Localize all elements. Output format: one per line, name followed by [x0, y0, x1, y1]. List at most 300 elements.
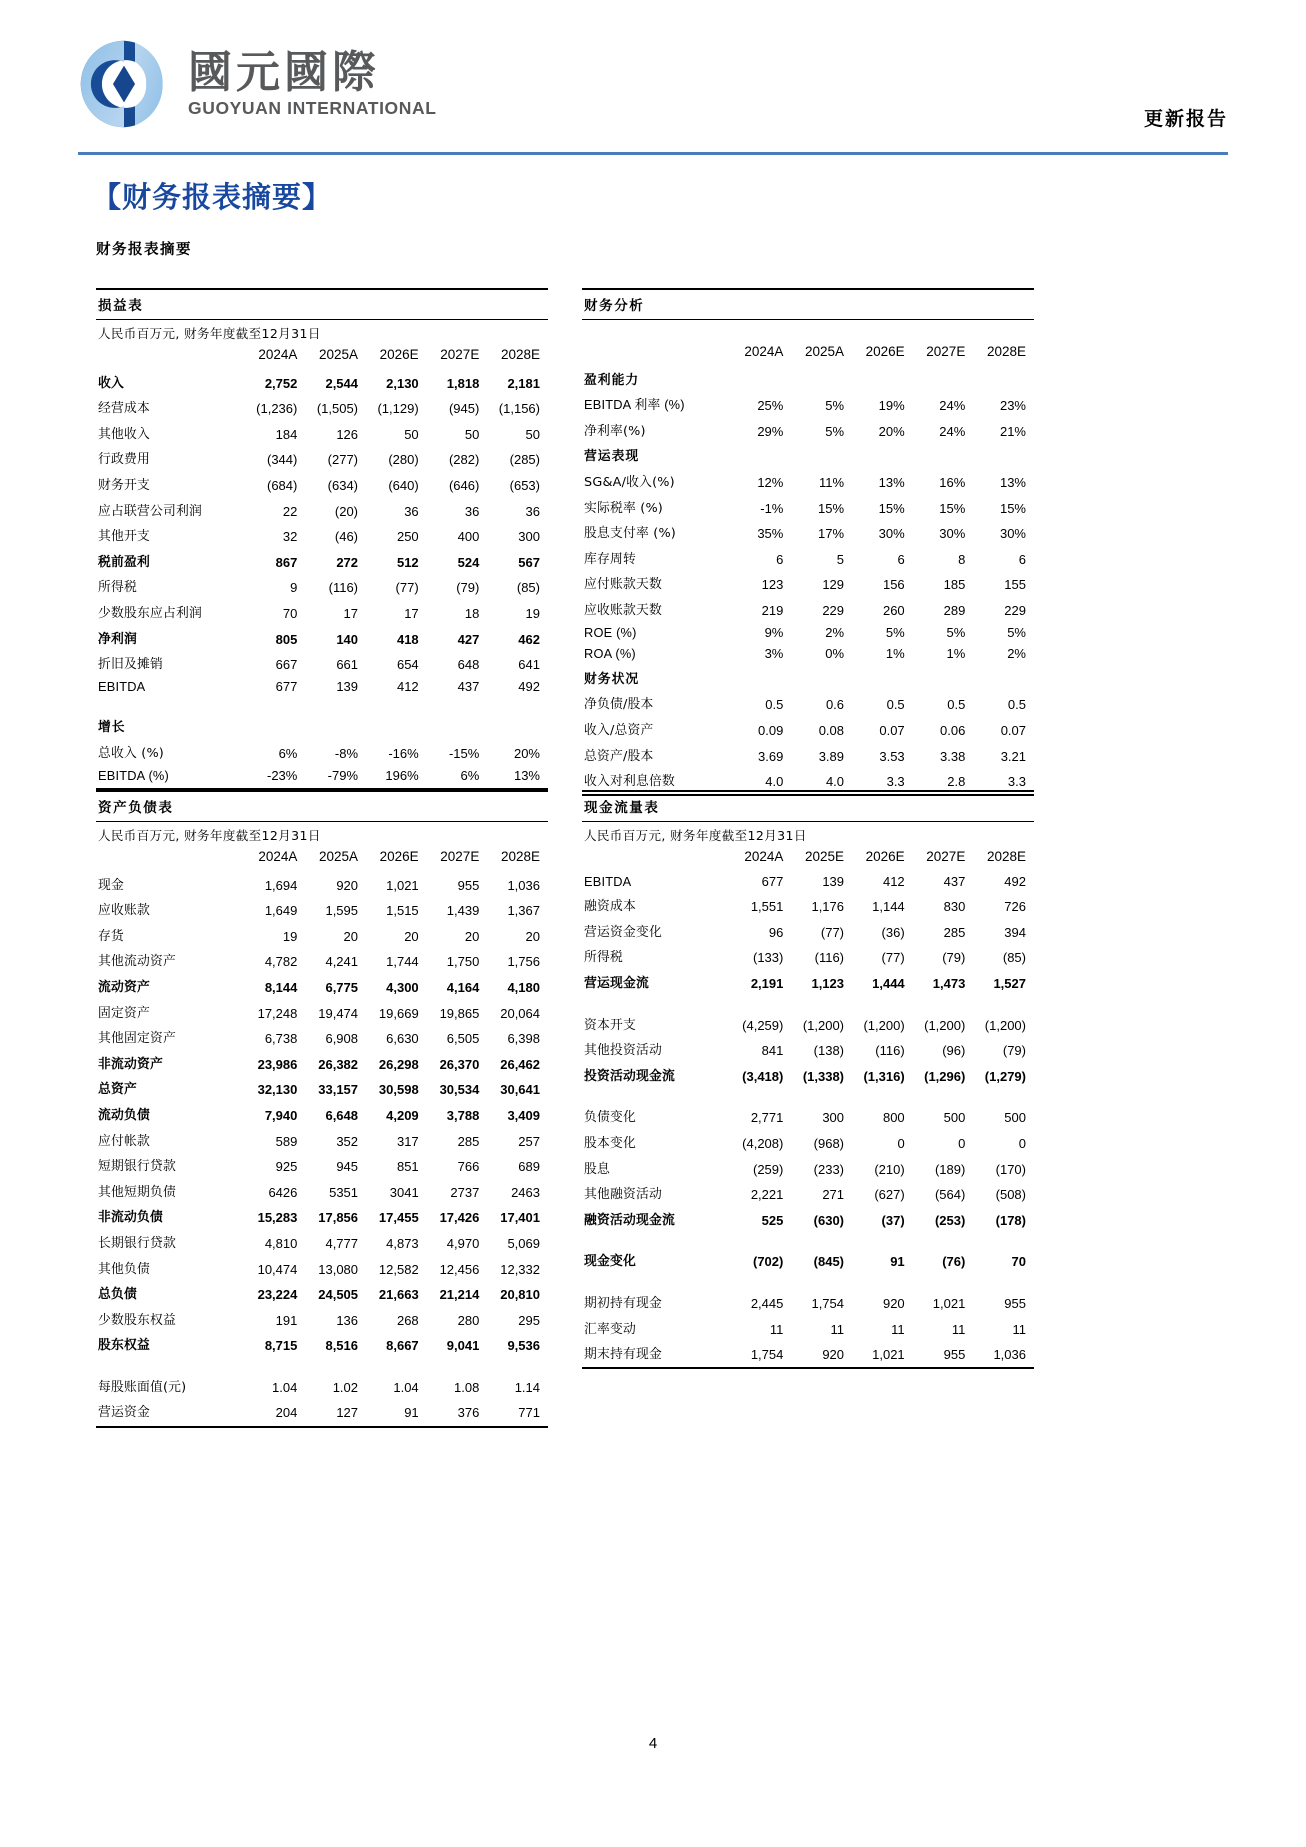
cell-2027E: 24%	[939, 398, 966, 414]
cell-2025A: 6,648	[325, 1107, 359, 1123]
cell-2027E: 2737	[450, 1184, 480, 1200]
table-row	[582, 664, 1034, 690]
cell-2025E: 139	[822, 873, 845, 889]
row-label: 收入对利息倍数	[584, 774, 675, 790]
cell-2026E: 6,630	[386, 1031, 419, 1047]
table-unit-note	[582, 320, 1034, 341]
row-label: 盈利能力	[584, 372, 640, 388]
row-label: 经营成本	[98, 401, 150, 417]
cell-2025E: (1,200)	[802, 1017, 845, 1033]
row-label: EBITDA	[98, 678, 146, 694]
cell-2028E: 20	[525, 928, 540, 944]
cell-2027E: 289	[943, 602, 966, 618]
cell-2024A	[731, 664, 792, 690]
page-title: 【财务报表摘要】	[92, 180, 333, 214]
cell-2027E: 376	[457, 1405, 480, 1421]
table-row	[582, 716, 1034, 742]
cell-2024A: 6	[776, 551, 784, 567]
cell-2024A: -1%	[760, 500, 784, 516]
cell-2027E: (96)	[942, 1043, 966, 1059]
table-row	[582, 1247, 1034, 1273]
cell-2027E: 0.5	[947, 697, 966, 713]
cell-2028E: (285)	[509, 452, 540, 468]
cell-2026E: 156	[882, 577, 905, 593]
cell-2028E: 36	[525, 503, 540, 519]
cell-2024A: 32	[282, 529, 298, 545]
cell-2024A: 70	[282, 605, 298, 621]
row-label: 净利润	[98, 631, 137, 647]
cell-2026E: 0.5	[886, 697, 905, 713]
cell-2025A: 127	[336, 1405, 359, 1421]
cell-2024A: 35%	[757, 526, 784, 542]
table-row	[582, 1129, 1034, 1155]
table-spacer-row	[96, 1357, 548, 1373]
cell-2027E: 9,041	[446, 1338, 480, 1354]
report-type-label: 更新报告	[1143, 108, 1228, 130]
cell-2025E: (1,338)	[802, 1068, 845, 1084]
table-spacer-row	[582, 994, 1034, 1010]
cell-2028E: 13%	[513, 767, 540, 783]
cell-2025A: 126	[336, 426, 359, 442]
row-label: 应占联营公司利润	[98, 503, 202, 519]
row-label: 股本变化	[584, 1135, 636, 1151]
cell-2025A: 4.0	[825, 774, 845, 790]
table-row	[96, 896, 548, 922]
cell-2024A: 677	[761, 873, 784, 889]
cell-2024A: 667	[275, 657, 298, 673]
cell-2027E: (1,296)	[924, 1068, 966, 1084]
table-row	[96, 1280, 548, 1306]
cell-2026E: 2,130	[386, 375, 419, 391]
table-row	[582, 391, 1034, 417]
cell-2026E: 512	[396, 554, 419, 570]
column-header-2027E: 2027E	[440, 347, 480, 363]
cell-2025A: 15%	[817, 500, 845, 516]
row-label: 其他开支	[98, 529, 150, 545]
row-label: 行政费用	[98, 452, 150, 468]
cell-2026E: 851	[396, 1159, 419, 1175]
row-label: 总负债	[98, 1287, 137, 1303]
cell-2025A: (1,505)	[316, 401, 359, 417]
table-row	[582, 1010, 1034, 1036]
column-header-blank	[582, 341, 731, 365]
cell-2026E: 260	[882, 602, 905, 618]
cell-2027E: 30,534	[439, 1082, 480, 1098]
cell-2024A: 2,445	[750, 1295, 784, 1311]
cell-2027E: 36	[464, 503, 480, 519]
cell-2027E: 285	[943, 924, 966, 940]
table-row	[582, 621, 1034, 643]
row-label: 增长	[98, 720, 126, 736]
cell-2024A: 2,191	[750, 975, 784, 991]
cell-2027E: (1,200)	[924, 1017, 966, 1033]
row-label: 融资活动现金流	[584, 1212, 675, 1228]
cell-2028E: 726	[1004, 899, 1026, 915]
cell-2026E: 13%	[878, 474, 905, 490]
cell-2024A: 96	[768, 924, 784, 940]
cell-2027E: (282)	[448, 452, 480, 468]
row-label: 应收账款天数	[584, 602, 662, 618]
table-spacer-row	[582, 1273, 1034, 1289]
cell-2024A: 8,715	[264, 1338, 298, 1354]
cell-2028E: 20,064	[500, 1005, 540, 1021]
cell-2025A: 352	[336, 1133, 359, 1149]
table-spacer-row	[582, 1231, 1034, 1247]
cell-2028E: 20,810	[500, 1287, 540, 1303]
column-header-2028E: 2028E	[986, 344, 1026, 360]
cell-2028E: 1,036	[507, 877, 540, 893]
cell-2028E: 4,180	[507, 979, 540, 995]
cell-2028E: (508)	[995, 1187, 1026, 1203]
cell-2028E: 492	[1004, 873, 1026, 889]
cell-2024A: 805	[275, 631, 298, 647]
table-unit-note: 人民币百万元, 财务年度截至12月31日	[584, 828, 807, 843]
cell-2027E: 21,214	[439, 1287, 480, 1303]
row-label: ROA (%)	[584, 646, 636, 662]
cell-2027E: 955	[943, 1347, 966, 1363]
row-label: 少数股东应占利润	[98, 605, 202, 621]
cell-2025A: 0.6	[825, 697, 845, 713]
cell-2028E: 0.07	[1000, 722, 1026, 738]
row-label: 收入	[98, 375, 124, 391]
column-header-2026E: 2026E	[379, 849, 419, 865]
column-header-2028E: 2028E	[500, 849, 540, 865]
cell-2027E: 1,473	[932, 975, 966, 991]
cell-2024A: 525	[761, 1212, 784, 1228]
table-row	[96, 1075, 548, 1101]
table-row	[96, 675, 548, 697]
row-label: 营运资金	[98, 1405, 150, 1421]
cell-2026E: (77)	[881, 950, 905, 966]
cell-2024A: 8,144	[264, 979, 298, 995]
cell-2024A: 123	[761, 577, 784, 593]
logo-chinese-name: 國元國際	[188, 46, 380, 98]
cell-2025A: 136	[336, 1312, 359, 1328]
column-header-row	[96, 846, 548, 870]
cell-2026E: 1,021	[872, 1347, 905, 1363]
cell-2028E: 3,409	[507, 1107, 540, 1123]
row-label: 总资产	[98, 1082, 137, 1098]
cell-2028E: 3.21	[1000, 748, 1026, 764]
cell-2028E: 1,367	[507, 903, 540, 919]
cell-2026E	[366, 713, 427, 739]
cell-2027E: 24%	[939, 423, 966, 439]
cell-2028E: 30,641	[500, 1082, 540, 1098]
row-label: 应付账款天数	[584, 577, 662, 593]
cell-2024A: 12%	[757, 474, 784, 490]
cell-2025E: 920	[822, 1347, 845, 1363]
table-row	[96, 739, 548, 765]
table-row	[96, 445, 548, 471]
column-header-2028E: 2028E	[986, 849, 1026, 865]
cell-2028E	[973, 365, 1034, 391]
cell-2027E: 2.8	[947, 774, 966, 790]
cell-2024A: (702)	[753, 1254, 784, 1270]
cell-2024A: (4,208)	[742, 1135, 784, 1151]
table-bottom-rule	[582, 1367, 1034, 1369]
cell-2026E: 26,298	[378, 1056, 419, 1072]
cell-2026E: 4,209	[386, 1107, 419, 1123]
cell-2026E: 17	[404, 605, 419, 621]
table-row	[582, 892, 1034, 918]
table-row	[582, 570, 1034, 596]
table-row	[96, 471, 548, 497]
cell-2028E: 3.3	[1007, 774, 1026, 790]
cell-2028E: 5,069	[507, 1235, 540, 1251]
cell-2024A: (133)	[753, 950, 784, 966]
table-row	[582, 1289, 1034, 1315]
table-bottom-rule	[96, 1426, 548, 1428]
row-label: 流动负债	[98, 1107, 150, 1123]
table-row	[96, 496, 548, 522]
cell-2027E: 0	[958, 1135, 966, 1151]
cell-2025A: 8,516	[325, 1338, 359, 1354]
table-row	[582, 1180, 1034, 1206]
cell-2026E: 4,873	[386, 1235, 419, 1251]
table-row	[96, 998, 548, 1024]
row-label: 期末持有现金	[584, 1347, 662, 1363]
cell-2028E: 257	[518, 1133, 540, 1149]
cell-2027E: 5%	[946, 624, 966, 640]
cell-2025A: 1,595	[325, 903, 359, 919]
cell-2026E: 0	[897, 1135, 905, 1151]
cell-2026E: (37)	[881, 1212, 905, 1228]
cell-2024A: 1,649	[264, 903, 298, 919]
guoyuan-circle-logo-icon	[78, 38, 170, 130]
cell-2027E: (79)	[942, 950, 966, 966]
row-label: 其他负债	[98, 1261, 150, 1277]
cell-2027E	[427, 713, 488, 739]
cell-2028E: 26,462	[500, 1056, 540, 1072]
cell-2028E: 70	[1011, 1254, 1026, 1270]
cell-2028E: (1,156)	[498, 401, 540, 417]
cell-2025E: (968)	[813, 1135, 845, 1151]
cell-2025A	[791, 365, 852, 391]
cell-2025A: 2%	[825, 624, 845, 640]
cell-2026E: 21,663	[378, 1287, 419, 1303]
cell-2028E: 394	[1004, 924, 1026, 940]
cell-2028E: 20%	[513, 745, 540, 761]
cell-2025E: (845)	[813, 1254, 845, 1270]
cell-2025E: (116)	[814, 950, 845, 966]
row-label: EBITDA (%)	[98, 767, 169, 783]
table-row	[96, 599, 548, 625]
cell-2027E	[913, 442, 974, 468]
cell-2027E: (564)	[934, 1187, 966, 1203]
cell-2026E: 8,667	[386, 1338, 419, 1354]
table-title: 资产负债表	[98, 800, 174, 816]
cell-2028E: 2463	[511, 1184, 540, 1200]
table-row	[96, 973, 548, 999]
cell-2026E: (1,129)	[377, 401, 419, 417]
cell-2028E: 2%	[1007, 646, 1026, 662]
cell-2024A	[731, 365, 792, 391]
cell-2027E: 437	[457, 678, 480, 694]
cell-2024A: 2,771	[750, 1110, 784, 1126]
cell-2024A: (1,236)	[256, 401, 298, 417]
row-label: 股息支付率 (%)	[584, 526, 676, 542]
cell-2025A: 229	[822, 602, 845, 618]
cell-2026E: 412	[396, 678, 419, 694]
cell-2027E: 524	[457, 554, 480, 570]
cell-2027E: 12,456	[439, 1261, 480, 1277]
table-header-bar	[582, 288, 1034, 320]
row-label: 所得税	[584, 950, 623, 966]
cell-2024A: 32,130	[257, 1082, 298, 1098]
row-label: 净负债/股本	[584, 697, 654, 713]
cell-2028E: 6,398	[507, 1031, 540, 1047]
cell-2026E: 36	[404, 503, 419, 519]
cell-2028E: 5%	[1007, 624, 1026, 640]
cell-2027E: -15%	[448, 745, 480, 761]
table-row	[96, 713, 548, 739]
cell-2024A: (259)	[753, 1161, 784, 1177]
cell-2024A: (684)	[267, 477, 298, 493]
row-label: 汇率变动	[584, 1321, 636, 1337]
row-label: 存货	[98, 928, 124, 944]
logo-english-name: GUOYUAN INTERNATIONAL	[188, 97, 437, 118]
cell-2026E: (77)	[395, 580, 419, 596]
column-header-2024A: 2024A	[258, 347, 298, 363]
table-row	[582, 943, 1034, 969]
cell-2026E: 3041	[389, 1184, 419, 1200]
cell-2024A: 3%	[764, 646, 784, 662]
cell-2025A: 5351	[329, 1184, 359, 1200]
row-label: ROE (%)	[584, 624, 637, 640]
cell-2024A: 204	[275, 1405, 298, 1421]
cell-2028E: 1.14	[514, 1379, 540, 1395]
cell-2027E	[913, 365, 974, 391]
table-row	[96, 921, 548, 947]
column-header-2026E: 2026E	[379, 347, 419, 363]
cell-2025E: 11	[830, 1321, 845, 1337]
column-header-row	[582, 341, 1034, 365]
cell-2027E: 1,818	[446, 375, 480, 391]
cell-2028E: 641	[518, 657, 540, 673]
table-row	[96, 1305, 548, 1331]
cell-2027E: 1.08	[454, 1379, 480, 1395]
cell-2025A: 17	[343, 605, 359, 621]
row-label: 资本开支	[584, 1017, 636, 1033]
cell-2026E: 268	[396, 1312, 419, 1328]
row-label: 财务开支	[98, 477, 150, 493]
cell-2025A: 19,474	[318, 1005, 359, 1021]
cell-2025A: 17,856	[318, 1210, 359, 1226]
cell-2028E: 295	[518, 1312, 540, 1328]
cell-2027E: 1,750	[446, 954, 480, 970]
row-label: 营运表现	[584, 449, 640, 465]
cell-2026E: 317	[396, 1133, 419, 1149]
row-label: 总资产/股本	[584, 748, 654, 764]
cell-2026E: 20%	[878, 423, 905, 439]
cell-2024A: 867	[275, 554, 298, 570]
cell-2026E: 50	[404, 426, 419, 442]
cell-2027E: 0.06	[940, 722, 966, 738]
cell-2027E: (189)	[934, 1161, 966, 1177]
cell-2025A: 5	[836, 551, 845, 567]
cell-2024A: 841	[761, 1043, 784, 1059]
row-label: 负债变化	[584, 1110, 636, 1126]
row-label: 营运资金变化	[584, 924, 662, 940]
table-row	[582, 741, 1034, 767]
table-row	[96, 1331, 548, 1357]
column-header-2027E: 2027E	[926, 344, 966, 360]
cell-2024A: 191	[275, 1312, 298, 1328]
column-header-2025A: 2025A	[804, 344, 845, 360]
row-label: 流动资产	[98, 979, 150, 995]
cell-2025A: 1.02	[332, 1379, 359, 1395]
table-row	[582, 767, 1034, 793]
cell-2026E	[852, 442, 913, 468]
table-row	[582, 1036, 1034, 1062]
row-label: 所得税	[98, 580, 137, 596]
column-header-row	[96, 344, 548, 368]
cell-2025A: (116)	[328, 580, 359, 596]
table-row	[582, 917, 1034, 943]
cell-2027E: 3,788	[446, 1107, 480, 1123]
cell-2027E: 4,970	[446, 1235, 480, 1251]
table-row	[96, 624, 548, 650]
cell-2024A: 29%	[757, 423, 784, 439]
cell-2024A: 589	[275, 1133, 298, 1149]
cell-2024A	[731, 442, 792, 468]
cell-2024A: 9	[290, 580, 298, 596]
row-label: 折旧及摊销	[98, 657, 163, 673]
cell-2027E: 830	[943, 899, 966, 915]
cell-2028E: 13%	[999, 474, 1026, 490]
row-label: 其他固定资产	[98, 1031, 176, 1047]
cell-2024A: 15,283	[257, 1210, 298, 1226]
cell-2024A: 3.69	[758, 748, 784, 764]
cell-2026E: (280)	[388, 452, 419, 468]
cell-2028E: 11	[1012, 1321, 1026, 1337]
cell-2026E: 1,144	[872, 899, 905, 915]
cell-2027E: 185	[943, 577, 966, 593]
cell-2026E: 3.3	[886, 774, 905, 790]
table-row	[96, 573, 548, 599]
cell-2026E: (1,316)	[863, 1068, 905, 1084]
row-label: 其他融资活动	[584, 1187, 662, 1203]
cell-2027E: 285	[457, 1133, 480, 1149]
table-row	[582, 596, 1034, 622]
cell-2024A: 0.5	[765, 697, 784, 713]
table-row	[96, 947, 548, 973]
cell-2024A: 9%	[764, 624, 784, 640]
column-header-2025A: 2025A	[318, 849, 359, 865]
cell-2028E: 155	[1004, 577, 1026, 593]
table-balance-sheet	[96, 790, 548, 1428]
cell-2028E: 30%	[999, 526, 1026, 542]
cell-2024A: 17,248	[257, 1005, 298, 1021]
cell-2028E: (178)	[995, 1212, 1026, 1228]
cell-2025A: (46)	[334, 529, 359, 545]
cell-2026E: 3.53	[879, 748, 905, 764]
cell-2028E: 0	[1018, 1135, 1026, 1151]
cell-2026E: 91	[890, 1254, 905, 1270]
row-label: 收入/总资产	[584, 722, 654, 738]
column-header-2024A: 2024A	[258, 849, 298, 865]
column-header-2026E: 2026E	[865, 344, 905, 360]
cell-2025A: 4,241	[325, 954, 359, 970]
column-header-2025A: 2025A	[318, 347, 359, 363]
table-row	[96, 522, 548, 548]
cell-2026E: 1,444	[872, 975, 905, 991]
cell-2028E: 689	[518, 1159, 540, 1175]
cell-2027E: 766	[457, 1159, 480, 1175]
cell-2025A: (634)	[327, 477, 359, 493]
cell-2025E: 300	[822, 1110, 845, 1126]
table-financial-analysis	[582, 288, 1034, 796]
